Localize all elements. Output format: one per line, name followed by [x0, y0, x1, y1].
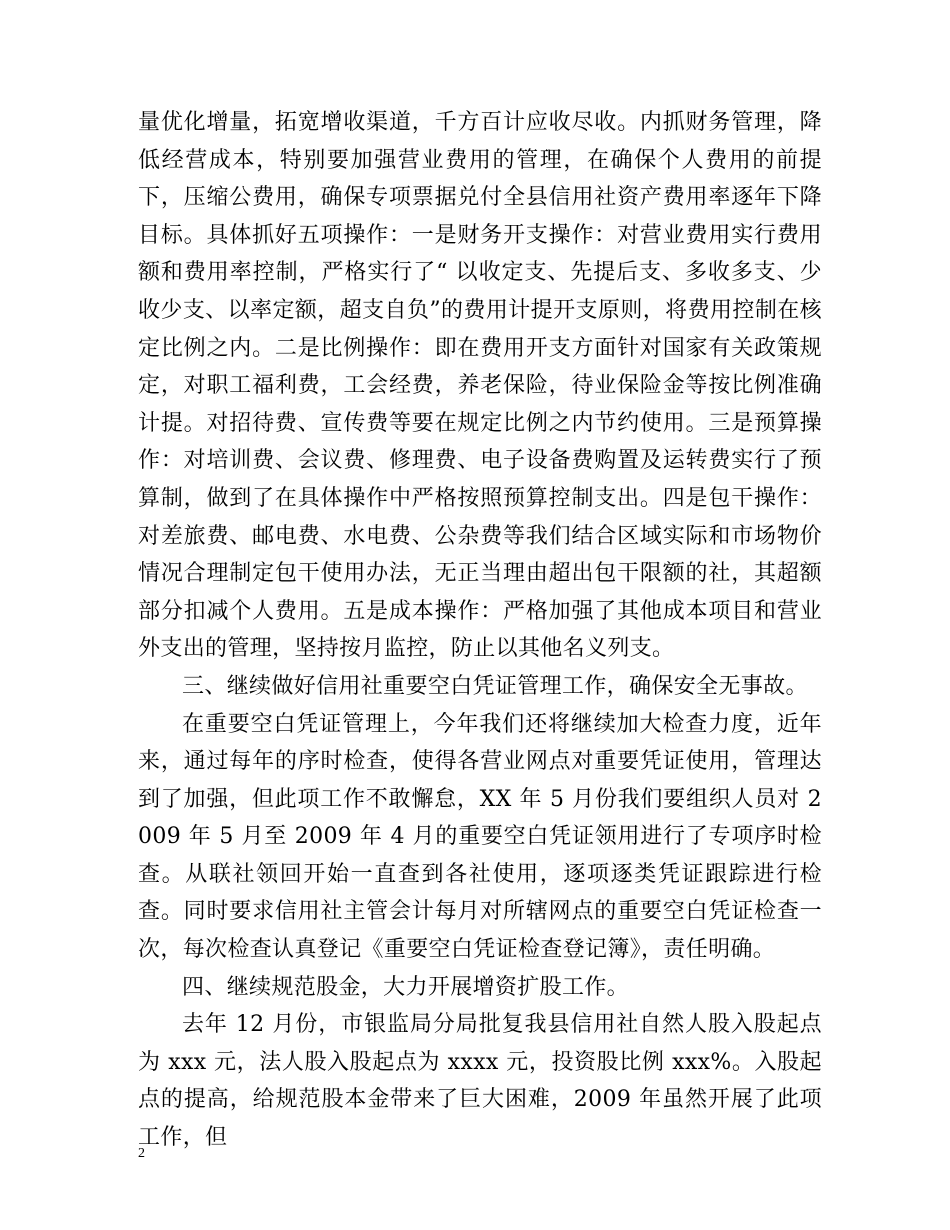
document-body: [138, 104, 822, 1157]
heading-section-3: 三、继续做好信用社重要空白凭证管理工作，确保安全无事故。: [182, 673, 808, 699]
paragraph-finance-management: 量优化增量，拓宽增收渠道，千方百计应收尽收。内抓财务管理，降低经营成本，特别要加强营业费用的管理，在确保个人费用的前提下，压缩公费用，确保专项票据兑付全县信用社资产费用率逐年下降目标。具体抓好五项操作：一是财务开支操作：对营业费用实行费用额和费用率控制，严格实行了“ 以收定支、先提后支、多收多支、少收少支、以率定额，超支自负”的费用计提开支原则，将费用控制在核定比例之内。二是比例操作：即在费用开支方面针对国家有关政策规定，对职工福利费，工会经费，养老保险，待业保险金等按比例准确计提。对招待费、宣传费等要在规定比例之内节约使用。三是预算操作：对培训费、会议费、修理费、电子设备费购置及运转费实行了预算制，做到了在具体操作中严格按照预算控制支出。四是包干操作：对差旅费、邮电费、水电费、公杂费等我们结合区域实际和市场物价情况合理制定包干使用办法，无正当理由超出包干限额的社，其超额部分扣减个人费用。五是成本操作：严格加强了其他成本项目和营业外支出的管理，坚持按月监控，防止以其他名义列支。: [138, 110, 822, 662]
heading-section-4: 四、继续规范股金，大力开展增资扩股工作。: [182, 974, 630, 1000]
page-number: 2: [138, 1146, 145, 1161]
paragraph-share-capital: 去年 12 月份，市银监局分局批复我县信用社自然人股入股起点为 xxx 元，法人股入股起点为 xxxx 元，投资股比例 xxx%。入股起点的提高，给规范股本金带来了巨大困难，2009 年虽然开展了此项工作，但: [138, 1012, 822, 1151]
paragraph-blank-voucher-management: 在重要空白凭证管理上，今年我们还将继续加大检查力度，近年来，通过每年的序时检查，使得各营业网点对重要凭证使用，管理达到了加强，但此项工作不敢懈怠，XX 年 5 月份我们要组织人员对 2009 年 5 月至 2009 年 4 月的重要空白凭证领用进行了专项序时检查。从联社领回开始一直查到各社使用，逐项逐类凭证跟踪进行检查。同时要求信用社主管会计每月对所辖网点的重要空白凭证检查一次，每次检查认真登记《重要空白凭证检查登记簿》，责任明确。: [138, 711, 822, 963]
